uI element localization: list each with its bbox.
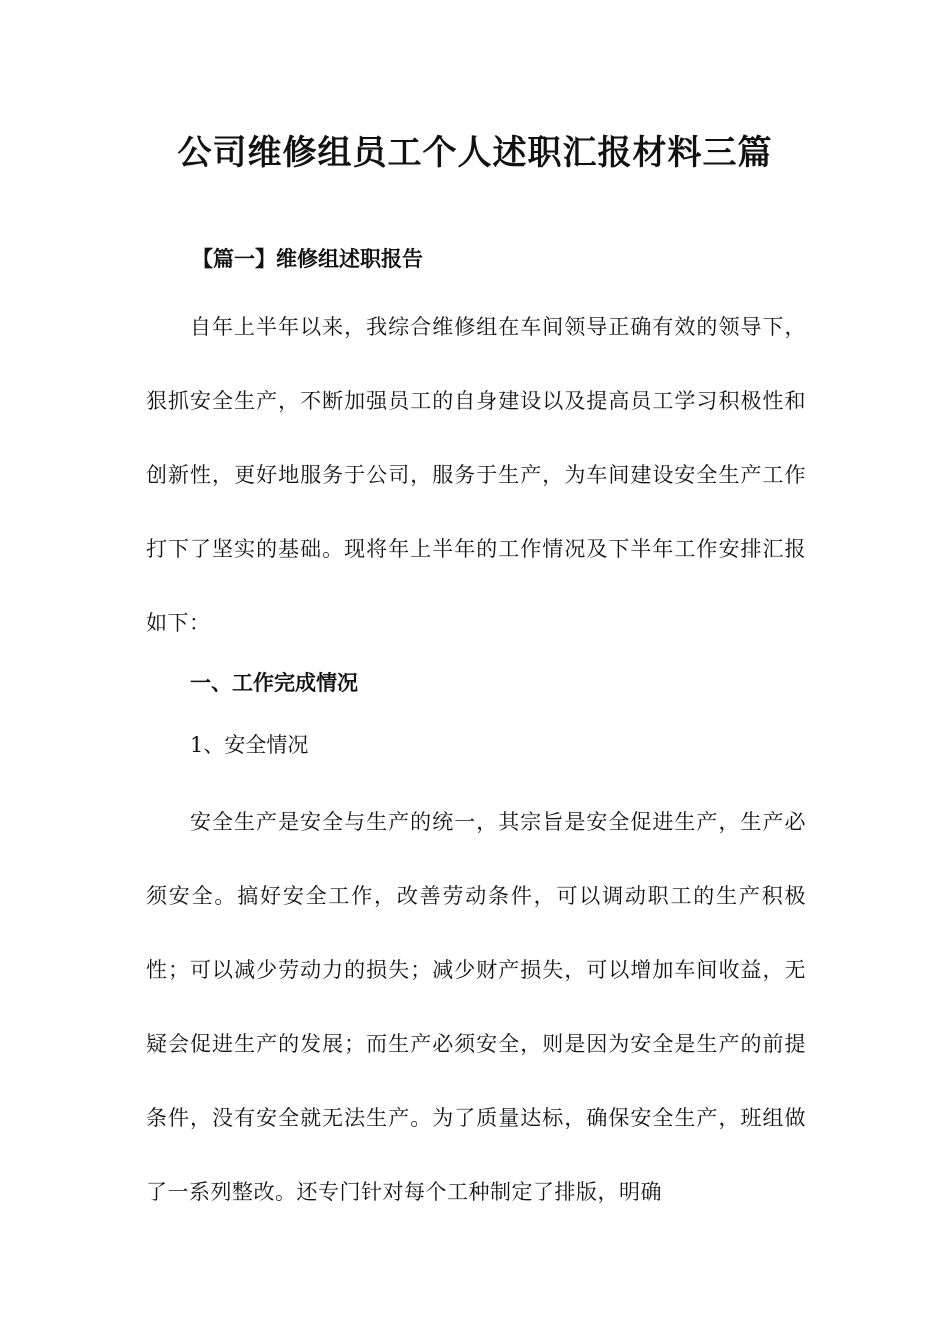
section-heading: 【篇一】维修组述职报告: [192, 246, 423, 271]
document-title: 公司维修组员工个人述职汇报材料三篇: [177, 133, 773, 173]
paragraph-safety: 安全生产是安全与生产的统一，其宗旨是安全促进生产，生产必须安全。搞好安全工作，改善劳动条件，可以调动职工的生产积极性；可以减少劳动力的损失；减少财产损失，可以增加车间收益，无疑会促进生产的发展；而生产必须安全，则是因为安全是生产的前提条件，没有安全就无法生产。为了质量达标，确保安全生产，班组做了一系列整改。还专门针对每个工种制定了排版，明确: [146, 810, 806, 1204]
heading-safety-situation: 1、安全情况: [190, 733, 309, 757]
paragraph-intro: 自年上半年以来，我综合维修组在车间领导正确有效的领导下，狠抓安全生产，不断加强员工的自身建设以及提高员工学习积极性和创新性，更好地服务于公司，服务于生产，为车间建设安全生产工作打下了坚实的基础。现将年上半年的工作情况及下半年工作安排汇报如下：: [146, 315, 806, 635]
heading-work-completion: 一、工作完成情况: [190, 670, 358, 695]
